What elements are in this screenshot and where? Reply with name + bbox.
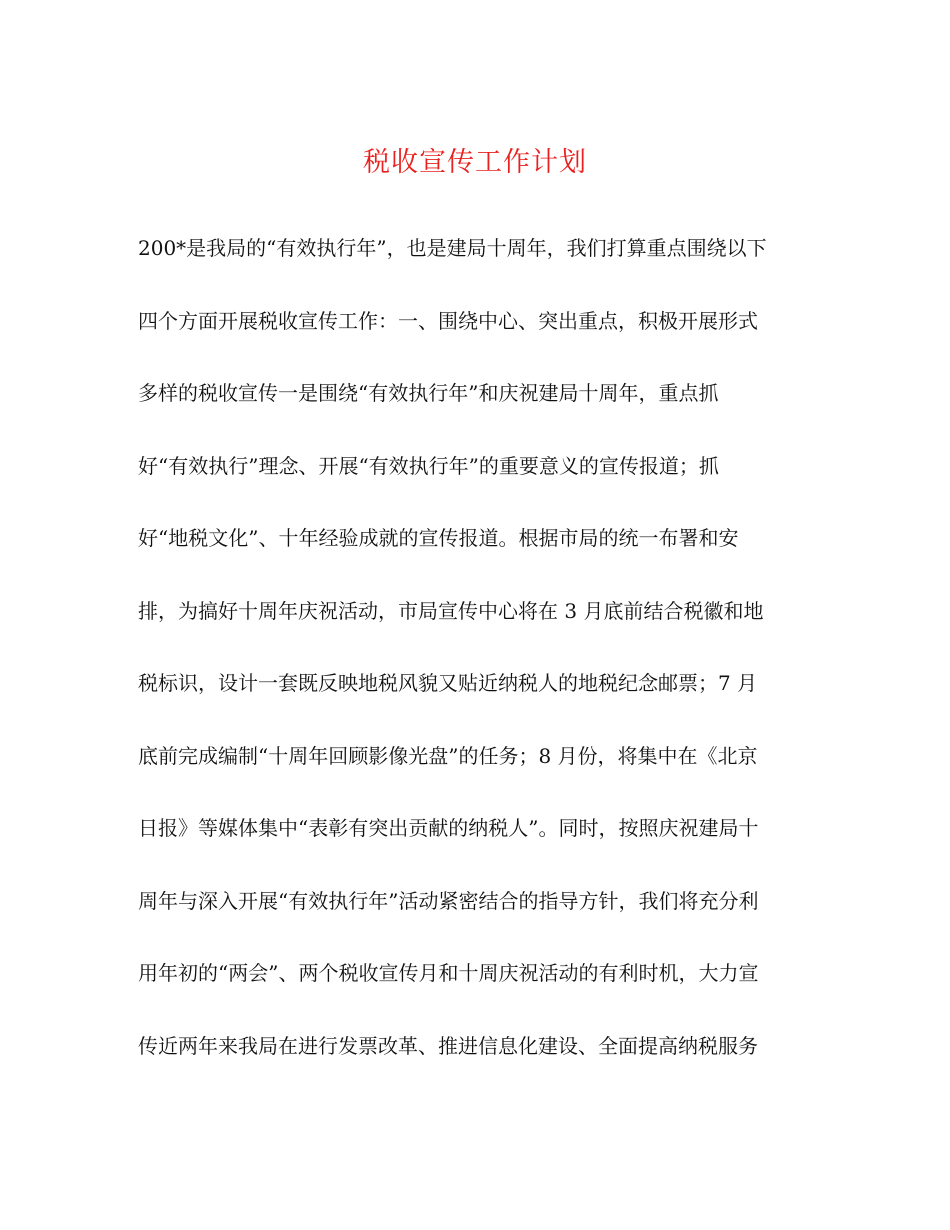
document-title: 税收宣传工作计划 [363,147,587,178]
body-line-4: 好“有效执行”理念、开展“有效执行年”的重要意义的宣传报道；抓 [138,453,719,478]
body-line-9: 日报》等媒体集中“表彰有突出贡献的纳税人”。同时，按照庆祝建局十 [138,816,759,840]
body-line-12: 传近两年来我局在进行发票改革、推进信息化建设、全面提高纳税服务 [138,1033,758,1058]
body-line-11: 用年初的“两会”、两个税收宣传月和十周庆祝活动的有利时机，大力宣 [138,961,759,985]
document-body [138,225,838,1095]
body-line-6: 排，为搞好十周年庆祝活动，市局宣传中心将在 3 月底前结合税徽和地 [138,598,764,623]
body-line-8: 底前完成编制“十周年回顾影像光盘”的任务；8 月份，将集中在《北京 [138,743,758,768]
body-line-1: 200*是我局的“有效执行年”，也是建局十周年，我们打算重点围绕以下 [138,236,767,260]
body-line-10: 周年与深入开展“有效执行年”活动紧密结合的指导方针，我们将充分利 [138,888,759,913]
body-line-3: 多样的税收宣传一是围绕“有效执行年”和庆祝建局十周年，重点抓 [138,381,719,405]
body-line-7: 税标识，设计一套既反映地税风貌又贴近纳税人的地税纪念邮票；7 月 [138,671,758,695]
body-line-2: 四个方面开展税收宣传工作：一、围绕中心、突出重点，积极开展形式 [138,308,758,333]
body-line-5: 好“地税文化”、十年经验成就的宣传报道。根据市局的统一布署和安 [138,526,739,550]
